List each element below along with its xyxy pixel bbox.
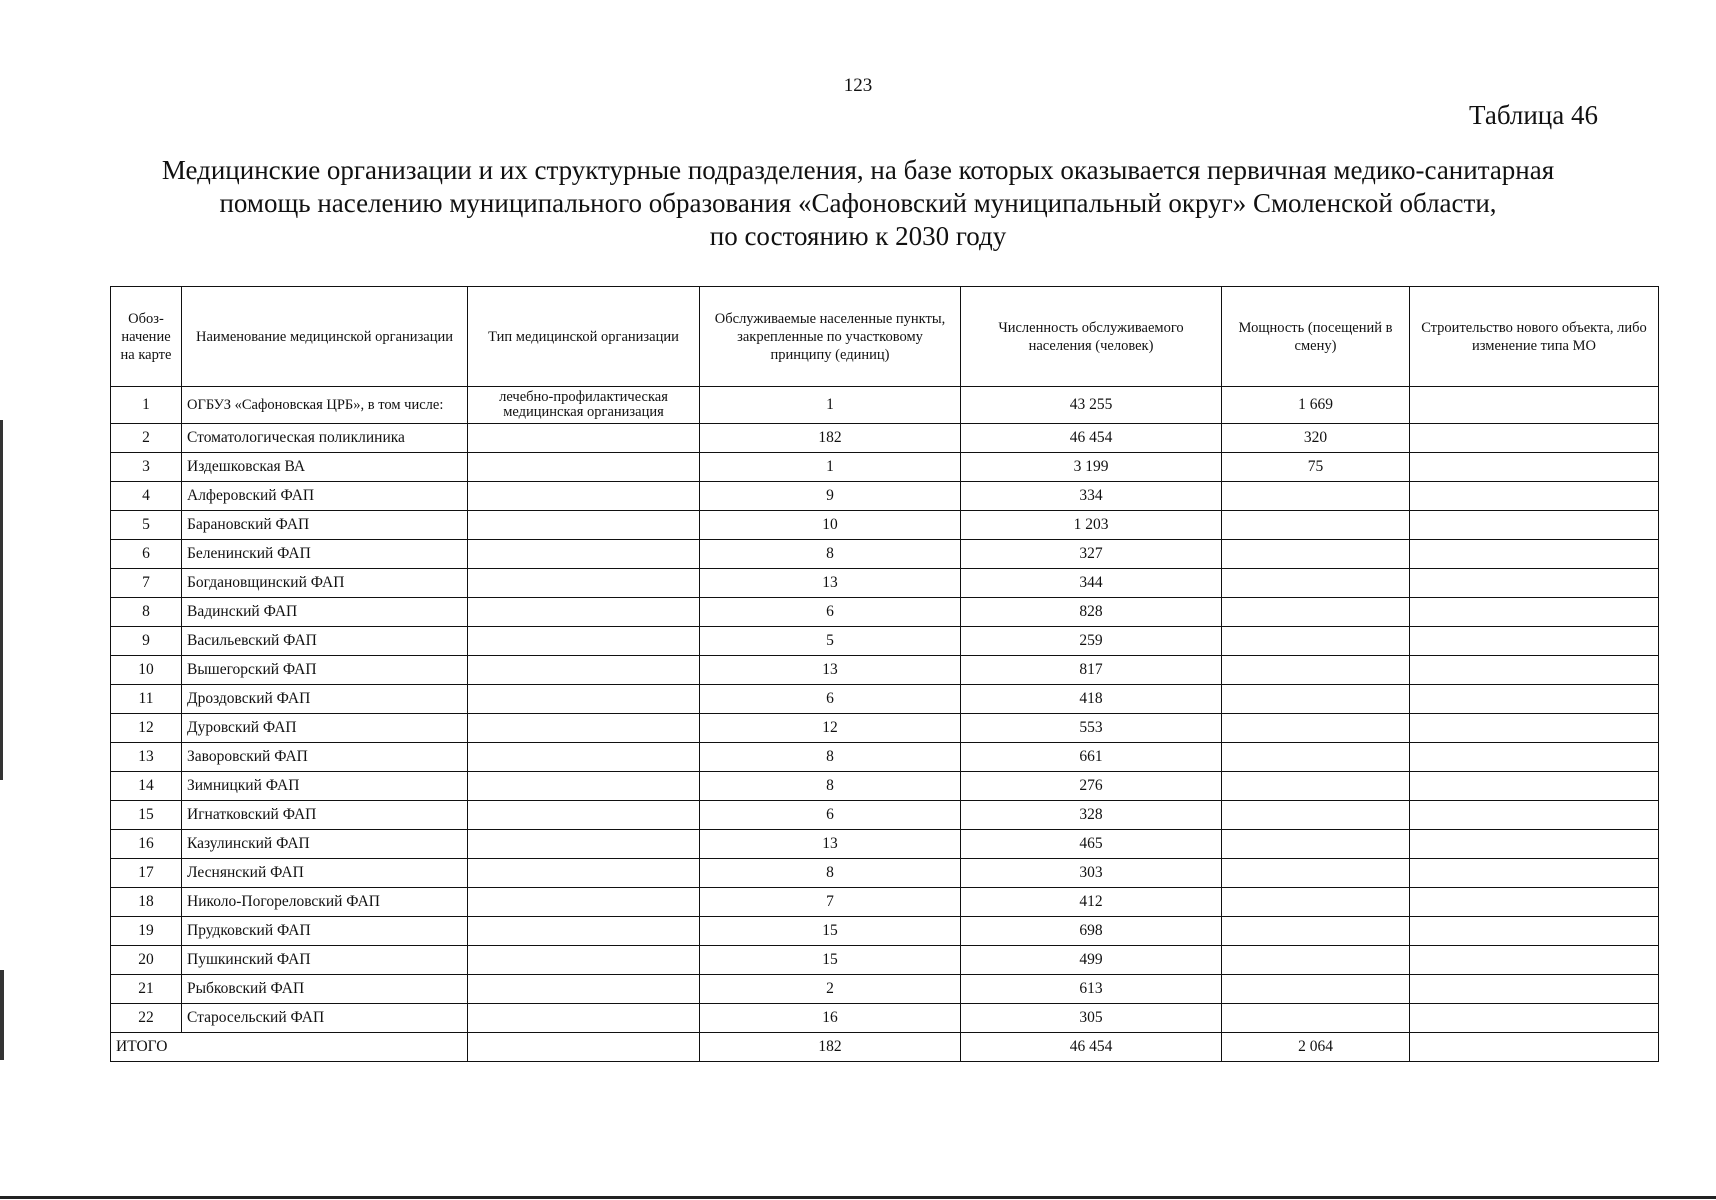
cell-capacity [1222,946,1410,975]
cell-served-settlements: 16 [700,1004,961,1033]
cell-capacity: 1 669 [1222,387,1410,424]
cell-organization-type [468,685,700,714]
cell-capacity [1222,511,1410,540]
header-capacity: Мощность (посещений в смену) [1222,287,1410,387]
cell-capacity [1222,627,1410,656]
total-row [111,1033,1659,1062]
cell-served-settlements: 6 [700,598,961,627]
table-row [111,1004,1659,1033]
cell-map-designation: 8 [111,598,182,627]
cell-served-settlements: 1 [700,453,961,482]
table-row [111,801,1659,830]
cell-organization-type [468,424,700,453]
cell-map-designation: 6 [111,540,182,569]
cell-map-designation: 13 [111,743,182,772]
cell-served-population: 412 [961,888,1222,917]
header-served-settlements: Обслуживаемые населенные пункты, закрепленные по участковому принципу (единиц) [700,287,961,387]
cell-new-construction [1410,888,1659,917]
cell-organization-name: Вадинский ФАП [182,598,468,627]
header-served-population: Численность обслуживаемого населения (человек) [961,287,1222,387]
cell-served-settlements: 8 [700,743,961,772]
cell-served-population: 553 [961,714,1222,743]
cell-organization-name: Казулинский ФАП [182,830,468,859]
cell-served-settlements: 10 [700,511,961,540]
cell-organization-type [468,975,700,1004]
cell-served-settlements: 6 [700,685,961,714]
cell-map-designation: 1 [111,387,182,424]
cell-new-construction [1410,859,1659,888]
cell-organization-type [468,830,700,859]
cell-served-population: 1 203 [961,511,1222,540]
cell-map-designation: 20 [111,946,182,975]
cell-organization-name: Издешковская ВА [182,453,468,482]
cell-organization-name: Старосельский ФАП [182,1004,468,1033]
cell-served-settlements: 9 [700,482,961,511]
cell-new-construction [1410,1004,1659,1033]
cell-served-population: 613 [961,975,1222,1004]
cell-new-construction [1410,714,1659,743]
cell-new-construction [1410,598,1659,627]
cell-served-settlements: 182 [700,424,961,453]
cell-new-construction [1410,540,1659,569]
table-row [111,387,1659,424]
table-row [111,975,1659,1004]
cell-capacity [1222,975,1410,1004]
cell-organization-name: Леснянский ФАП [182,859,468,888]
cell-map-designation: 7 [111,569,182,598]
table-row [111,627,1659,656]
cell-organization-name: Заворовский ФАП [182,743,468,772]
cell-organization-type [468,946,700,975]
cell-new-construction [1410,975,1659,1004]
table-row [111,540,1659,569]
table-body [111,387,1659,1033]
cell-new-construction [1410,685,1659,714]
cell-served-population: 305 [961,1004,1222,1033]
cell-capacity [1222,859,1410,888]
table-row [111,424,1659,453]
cell-new-construction [1410,453,1659,482]
cell-map-designation: 9 [111,627,182,656]
cell-organization-name: Зимницкий ФАП [182,772,468,801]
cell-served-population: 418 [961,685,1222,714]
cell-organization-name: Игнатковский ФАП [182,801,468,830]
table-row [111,685,1659,714]
cell-served-population: 276 [961,772,1222,801]
cell-capacity [1222,743,1410,772]
cell-served-population: 259 [961,627,1222,656]
cell-map-designation: 14 [111,772,182,801]
cell-organization-type [468,511,700,540]
cell-map-designation: 3 [111,453,182,482]
cell-organization-name: Богдановщинский ФАП [182,569,468,598]
cell-capacity [1222,714,1410,743]
cell-organization-type [468,743,700,772]
cell-capacity [1222,656,1410,685]
cell-capacity [1222,917,1410,946]
cell-map-designation: 16 [111,830,182,859]
cell-new-construction [1410,627,1659,656]
scan-bottom-line [0,1196,1716,1199]
cell-served-population: 328 [961,801,1222,830]
cell-organization-type [468,888,700,917]
cell-organization-name: Васильевский ФАП [182,627,468,656]
cell-served-settlements: 8 [700,859,961,888]
header-row [111,287,1659,387]
cell-served-population: 698 [961,917,1222,946]
page-number: 123 [843,75,873,96]
cell-map-designation: 10 [111,656,182,685]
cell-served-population: 344 [961,569,1222,598]
cell-organization-type [468,453,700,482]
cell-map-designation: 11 [111,685,182,714]
cell-served-settlements: 13 [700,656,961,685]
medical-organizations-table [110,286,1659,1062]
cell-organization-name: Николо-Погореловский ФАП [182,888,468,917]
cell-new-construction [1410,801,1659,830]
cell-served-population: 499 [961,946,1222,975]
cell-organization-type [468,598,700,627]
cell-map-designation: 4 [111,482,182,511]
title-line-3: по состоянию к 2030 году [709,221,1007,251]
cell-served-settlements: 15 [700,917,961,946]
cell-new-construction [1410,743,1659,772]
cell-served-settlements: 1 [700,387,961,424]
cell-capacity: 75 [1222,453,1410,482]
cell-organization-name: ОГБУЗ «Сафоновская ЦРБ», в том числе: [182,387,468,424]
cell-new-construction [1410,656,1659,685]
cell-served-population: 828 [961,598,1222,627]
table-row [111,598,1659,627]
cell-map-designation: 21 [111,975,182,1004]
cell-organization-type [468,482,700,511]
cell-new-construction [1410,424,1659,453]
cell-served-population: 465 [961,830,1222,859]
table-row [111,656,1659,685]
cell-map-designation: 17 [111,859,182,888]
cell-capacity [1222,569,1410,598]
cell-served-population: 43 255 [961,387,1222,424]
cell-organization-name: Стоматологическая поликлиника [182,424,468,453]
cell-capacity [1222,772,1410,801]
cell-served-settlements: 8 [700,540,961,569]
cell-organization-type [468,859,700,888]
cell-served-population: 327 [961,540,1222,569]
cell-organization-type [468,801,700,830]
cell-map-designation: 18 [111,888,182,917]
total-label: ИТОГО [111,1033,468,1062]
cell-capacity [1222,830,1410,859]
cell-map-designation: 22 [111,1004,182,1033]
table-caption: Таблица 46 [1469,100,1598,130]
header-map-designation: Обоз-начение на карте [111,287,182,387]
cell-served-population: 817 [961,656,1222,685]
cell-capacity: 320 [1222,424,1410,453]
cell-served-population: 46 454 [961,424,1222,453]
cell-served-settlements: 6 [700,801,961,830]
scan-edge-mark [0,420,3,780]
cell-capacity [1222,888,1410,917]
cell-map-designation: 2 [111,424,182,453]
document-title [60,154,1656,253]
cell-new-construction [1410,482,1659,511]
cell-served-settlements: 5 [700,627,961,656]
table-row [111,743,1659,772]
table-row [111,482,1659,511]
cell-organization-name: Рыбковский ФАП [182,975,468,1004]
total-points: 182 [700,1033,961,1062]
cell-served-settlements: 2 [700,975,961,1004]
header-organization-name: Наименование медицинской организации [182,287,468,387]
cell-organization-type [468,569,700,598]
cell-new-construction [1410,830,1659,859]
cell-organization-type [468,714,700,743]
cell-organization-type [468,1004,700,1033]
cell-served-settlements: 8 [700,772,961,801]
cell-organization-name: Дуровский ФАП [182,714,468,743]
cell-new-construction [1410,569,1659,598]
cell-capacity [1222,540,1410,569]
cell-served-settlements: 13 [700,569,961,598]
table-row [111,511,1659,540]
table-row [111,888,1659,917]
cell-organization-name: Пушкинский ФАП [182,946,468,975]
table-row [111,569,1659,598]
cell-organization-type [468,772,700,801]
cell-capacity [1222,801,1410,830]
cell-served-settlements: 13 [700,830,961,859]
cell-new-construction [1410,387,1659,424]
cell-organization-name: Алферовский ФАП [182,482,468,511]
cell-new-construction [1410,772,1659,801]
total-type [468,1033,700,1062]
title-line-2: помощь населению муниципального образования «Сафоновский муниципальный округ» Смоленской области, [219,188,1497,218]
table-row [111,946,1659,975]
scan-edge-mark [0,970,4,1060]
cell-organization-name: Вышегорский ФАП [182,656,468,685]
cell-new-construction [1410,946,1659,975]
cell-map-designation: 15 [111,801,182,830]
table-row [111,859,1659,888]
cell-map-designation: 12 [111,714,182,743]
cell-capacity [1222,482,1410,511]
cell-organization-type [468,917,700,946]
header-organization-type: Тип медицинской организации [468,287,700,387]
cell-organization-name: Барановский ФАП [182,511,468,540]
cell-capacity [1222,598,1410,627]
table-row [111,830,1659,859]
total-population: 46 454 [961,1033,1222,1062]
cell-new-construction [1410,511,1659,540]
cell-organization-type [468,627,700,656]
cell-organization-type [468,656,700,685]
header-new-construction: Строительство нового объекта, либо изменение типа МО [1410,287,1659,387]
cell-new-construction [1410,917,1659,946]
cell-organization-name: Беленинский ФАП [182,540,468,569]
cell-organization-type [468,540,700,569]
cell-served-population: 3 199 [961,453,1222,482]
cell-served-settlements: 7 [700,888,961,917]
cell-map-designation: 5 [111,511,182,540]
total-capacity: 2 064 [1222,1033,1410,1062]
cell-served-settlements: 15 [700,946,961,975]
table-row [111,917,1659,946]
cell-served-population: 334 [961,482,1222,511]
cell-capacity [1222,685,1410,714]
cell-capacity [1222,1004,1410,1033]
table-row [111,772,1659,801]
total-construction [1410,1033,1659,1062]
table-row [111,453,1659,482]
cell-map-designation: 19 [111,917,182,946]
cell-served-settlements: 12 [700,714,961,743]
cell-organization-name: Прудковский ФАП [182,917,468,946]
table-row [111,714,1659,743]
title-line-1: Медицинские организации и их структурные подразделения, на базе которых оказывается первичная медико-санитарная [161,155,1555,185]
cell-organization-type: лечебно-профилактическая медицинская организация [468,387,700,424]
cell-served-population: 661 [961,743,1222,772]
cell-served-population: 303 [961,859,1222,888]
cell-organization-name: Дроздовский ФАП [182,685,468,714]
